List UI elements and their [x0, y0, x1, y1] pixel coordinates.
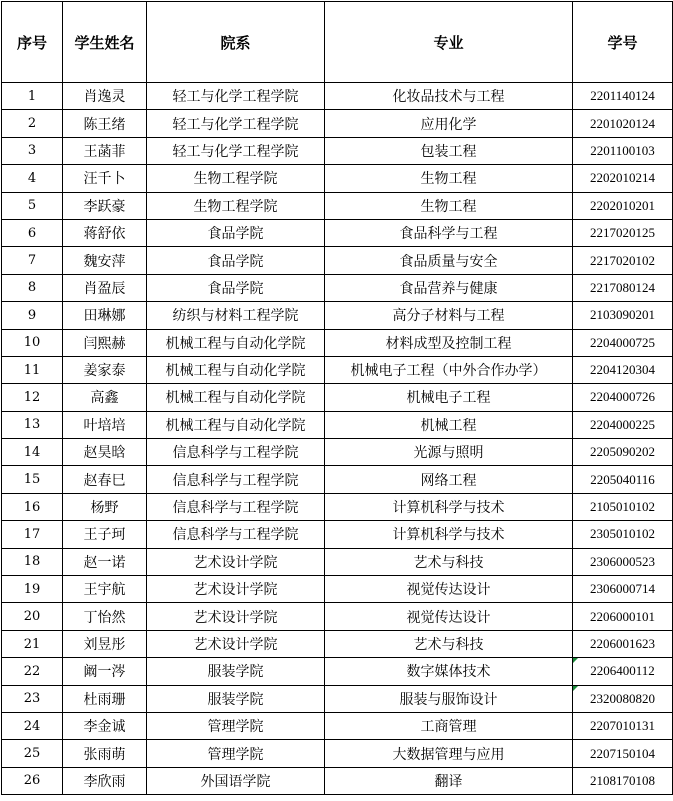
- cell-department: 管理学院: [147, 740, 325, 767]
- table-row: [2, 658, 673, 685]
- cell-major: 服装与服饰设计: [325, 685, 573, 712]
- cell-department: 服装学院: [147, 685, 325, 712]
- cell-major: 计算机科学与技术: [325, 493, 573, 520]
- cell-major: 大数据管理与应用: [325, 740, 573, 767]
- cell-major: 机械工程: [325, 411, 573, 438]
- cell-name: 汪千卜: [63, 165, 147, 192]
- cell-major: 食品科学与工程: [325, 219, 573, 246]
- cell-major: 机械电子工程（中外合作办学）: [325, 356, 573, 383]
- cell-major: 翻译: [325, 767, 573, 794]
- cell-department: 纺织与材料工程学院: [147, 302, 325, 329]
- cell-department: 外国语学院: [147, 767, 325, 794]
- cell-index: 6: [2, 219, 63, 246]
- cell-major: 食品营养与健康: [325, 274, 573, 301]
- cell-major: 视觉传达设计: [325, 603, 573, 630]
- cell-index: 24: [2, 712, 63, 739]
- cell-major: 工商管理: [325, 712, 573, 739]
- cell-name: 刘昱彤: [63, 630, 147, 657]
- header-major: 专业: [325, 2, 573, 83]
- cell-department: 生物工程学院: [147, 165, 325, 192]
- cell-student-id: 2204000225: [573, 411, 673, 438]
- cell-student-id: 2108170108: [573, 767, 673, 794]
- cell-index: 7: [2, 247, 63, 274]
- cell-name: 姜家泰: [63, 356, 147, 383]
- cell-department: 艺术设计学院: [147, 603, 325, 630]
- table-row: [2, 219, 673, 246]
- cell-department: 食品学院: [147, 274, 325, 301]
- cell-name: 李欣雨: [63, 767, 147, 794]
- cell-student-id: 2103090201: [573, 302, 673, 329]
- cell-department: 服装学院: [147, 658, 325, 685]
- cell-student-id: 2201020124: [573, 110, 673, 137]
- cell-department: 艺术设计学院: [147, 630, 325, 657]
- cell-index: 23: [2, 685, 63, 712]
- cell-name: 阚一涔: [63, 658, 147, 685]
- cell-name: 杜雨珊: [63, 685, 147, 712]
- cell-student-id: 2204000725: [573, 329, 673, 356]
- table-row: [2, 302, 673, 329]
- cell-index: 19: [2, 576, 63, 603]
- cell-index: 21: [2, 630, 63, 657]
- cell-department: 食品学院: [147, 247, 325, 274]
- cell-department: 信息科学与工程学院: [147, 439, 325, 466]
- cell-major: 机械电子工程: [325, 384, 573, 411]
- cell-major: 艺术与科技: [325, 548, 573, 575]
- cell-name: 杨野: [63, 493, 147, 520]
- cell-index: 8: [2, 274, 63, 301]
- cell-index: 26: [2, 767, 63, 794]
- table-row: [2, 685, 673, 712]
- table-row: [2, 521, 673, 548]
- cell-index: 16: [2, 493, 63, 520]
- cell-index: 14: [2, 439, 63, 466]
- cell-major: 网络工程: [325, 466, 573, 493]
- table-body: [2, 83, 673, 795]
- table-row: [2, 630, 673, 657]
- cell-major: 材料成型及控制工程: [325, 329, 573, 356]
- table-row: [2, 767, 673, 794]
- cell-student-id: 2305010102: [573, 521, 673, 548]
- cell-major: 生物工程: [325, 192, 573, 219]
- cell-department: 机械工程与自动化学院: [147, 356, 325, 383]
- cell-student-id: 2206001623: [573, 630, 673, 657]
- header-index: 序号: [2, 2, 63, 83]
- cell-department: 机械工程与自动化学院: [147, 329, 325, 356]
- cell-department: 机械工程与自动化学院: [147, 411, 325, 438]
- cell-index: 15: [2, 466, 63, 493]
- cell-index: 3: [2, 137, 63, 164]
- table-row: [2, 576, 673, 603]
- cell-department: 信息科学与工程学院: [147, 521, 325, 548]
- header-department: 院系: [147, 2, 325, 83]
- cell-name: 赵昊晗: [63, 439, 147, 466]
- cell-student-id: 2205090202: [573, 439, 673, 466]
- cell-index: 10: [2, 329, 63, 356]
- cell-name: 李跃豪: [63, 192, 147, 219]
- table-row: [2, 603, 673, 630]
- cell-index: 11: [2, 356, 63, 383]
- cell-department: 信息科学与工程学院: [147, 466, 325, 493]
- cell-student-id: 2204120304: [573, 356, 673, 383]
- cell-index: 20: [2, 603, 63, 630]
- cell-name: 张雨萌: [63, 740, 147, 767]
- cell-index: 13: [2, 411, 63, 438]
- cell-name: 田琳娜: [63, 302, 147, 329]
- cell-student-id: 2217020102: [573, 247, 673, 274]
- cell-index: 2: [2, 110, 63, 137]
- cell-index: 12: [2, 384, 63, 411]
- cell-department: 轻工与化学工程学院: [147, 83, 325, 110]
- cell-name: 魏安萍: [63, 247, 147, 274]
- table-row: [2, 329, 673, 356]
- cell-student-id: 2201100103: [573, 137, 673, 164]
- cell-name: 王菡菲: [63, 137, 147, 164]
- cell-name: 蒋舒依: [63, 219, 147, 246]
- table-row: [2, 83, 673, 110]
- cell-name: 叶培培: [63, 411, 147, 438]
- cell-index: 25: [2, 740, 63, 767]
- cell-department: 食品学院: [147, 219, 325, 246]
- table-row: [2, 548, 673, 575]
- table-row: [2, 274, 673, 301]
- table-row: [2, 247, 673, 274]
- cell-index: 1: [2, 83, 63, 110]
- cell-index: 9: [2, 302, 63, 329]
- student-table: [1, 1, 673, 795]
- cell-student-id: 2306000523: [573, 548, 673, 575]
- cell-student-id: 2217020125: [573, 219, 673, 246]
- cell-major: 光源与照明: [325, 439, 573, 466]
- cell-major: 计算机科学与技术: [325, 521, 573, 548]
- table-row: [2, 466, 673, 493]
- cell-name: 丁怡然: [63, 603, 147, 630]
- cell-major: 应用化学: [325, 110, 573, 137]
- cell-index: 22: [2, 658, 63, 685]
- cell-major: 高分子材料与工程: [325, 302, 573, 329]
- cell-major: 艺术与科技: [325, 630, 573, 657]
- cell-student-id: 2320080820: [573, 685, 673, 712]
- cell-major: 食品质量与安全: [325, 247, 573, 274]
- cell-student-id: 2207010131: [573, 712, 673, 739]
- cell-index: 4: [2, 165, 63, 192]
- cell-major: 包装工程: [325, 137, 573, 164]
- cell-name: 李金诚: [63, 712, 147, 739]
- cell-name: 肖盈辰: [63, 274, 147, 301]
- cell-name: 王子珂: [63, 521, 147, 548]
- table-row: [2, 411, 673, 438]
- cell-student-id: 2202010201: [573, 192, 673, 219]
- cell-major: 化妆品技术与工程: [325, 83, 573, 110]
- table-row: [2, 165, 673, 192]
- cell-student-id: 2105010102: [573, 493, 673, 520]
- cell-student-id: 2204000726: [573, 384, 673, 411]
- cell-major: 视觉传达设计: [325, 576, 573, 603]
- cell-department: 信息科学与工程学院: [147, 493, 325, 520]
- header-row: [2, 2, 673, 83]
- cell-major: 数字媒体技术: [325, 658, 573, 685]
- cell-student-id: 2306000714: [573, 576, 673, 603]
- cell-department: 轻工与化学工程学院: [147, 137, 325, 164]
- cell-department: 机械工程与自动化学院: [147, 384, 325, 411]
- cell-student-id: 2217080124: [573, 274, 673, 301]
- table-row: [2, 110, 673, 137]
- cell-department: 艺术设计学院: [147, 576, 325, 603]
- table-row: [2, 192, 673, 219]
- cell-student-id: 2206000101: [573, 603, 673, 630]
- table-row: [2, 493, 673, 520]
- cell-name: 王宇航: [63, 576, 147, 603]
- cell-student-id: 2206400112: [573, 658, 673, 685]
- table-header: [2, 2, 673, 83]
- cell-student-id: 2207150104: [573, 740, 673, 767]
- cell-index: 18: [2, 548, 63, 575]
- cell-name: 肖逸灵: [63, 83, 147, 110]
- cell-student-id: 2202010214: [573, 165, 673, 192]
- cell-department: 艺术设计学院: [147, 548, 325, 575]
- cell-index: 17: [2, 521, 63, 548]
- cell-name: 闫熙赫: [63, 329, 147, 356]
- header-student-id: 学号: [573, 2, 673, 83]
- table-row: [2, 712, 673, 739]
- cell-department: 管理学院: [147, 712, 325, 739]
- header-name: 学生姓名: [63, 2, 147, 83]
- cell-student-id: 2201140124: [573, 83, 673, 110]
- table-row: [2, 439, 673, 466]
- cell-index: 5: [2, 192, 63, 219]
- table-row: [2, 740, 673, 767]
- cell-department: 轻工与化学工程学院: [147, 110, 325, 137]
- cell-department: 生物工程学院: [147, 192, 325, 219]
- cell-student-id: 2205040116: [573, 466, 673, 493]
- table-row: [2, 384, 673, 411]
- cell-name: 赵春巳: [63, 466, 147, 493]
- cell-major: 生物工程: [325, 165, 573, 192]
- cell-name: 高鑫: [63, 384, 147, 411]
- table-row: [2, 356, 673, 383]
- cell-name: 赵一诺: [63, 548, 147, 575]
- cell-name: 陈王绪: [63, 110, 147, 137]
- table-row: [2, 137, 673, 164]
